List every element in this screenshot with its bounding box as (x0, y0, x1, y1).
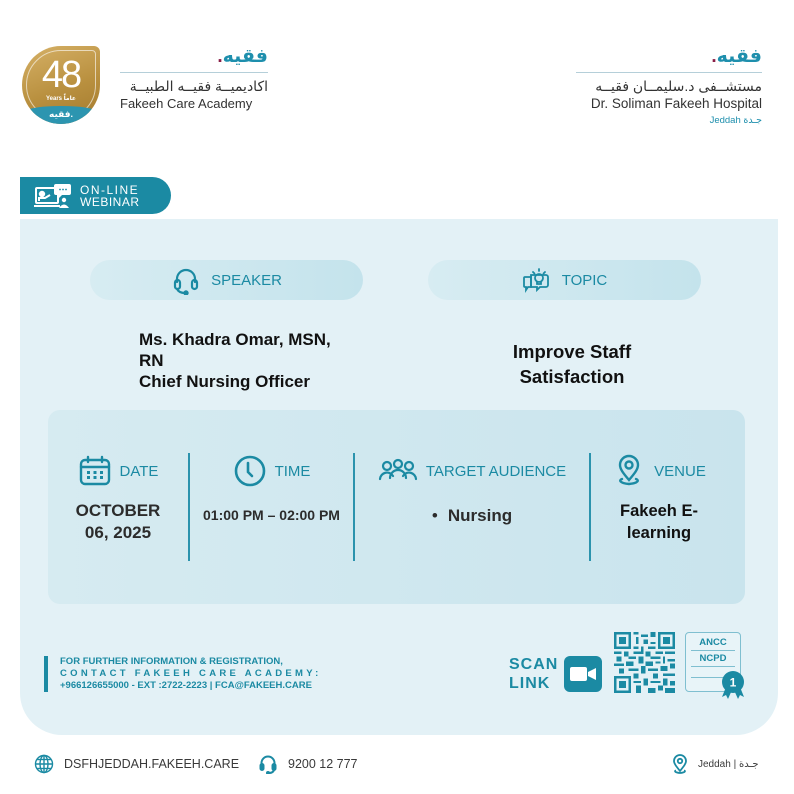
webinar-label: ON-LINE WEBINAR (80, 182, 140, 209)
date-label: DATE (119, 462, 159, 480)
footer-phone[interactable] (258, 750, 358, 778)
topic-title: Improve Staff Satisfaction (512, 341, 632, 387)
footer-website[interactable] (34, 750, 239, 778)
hospital-logo (576, 46, 762, 129)
audience-label: TARGET AUDIENCE (425, 462, 567, 480)
phone-number[interactable]: 9200 12 777 (288, 757, 358, 771)
scan-link-label: SCAN LINK (509, 656, 559, 692)
svg-text:1: 1 (729, 675, 737, 690)
academy-logo (120, 46, 268, 113)
headset-icon (258, 754, 278, 774)
contact-phone-email[interactable]: +966126655000 - EXT :2722-2223 | FCA@FAKEEH.CARE (60, 680, 312, 691)
venue-label: VENUE (654, 462, 706, 480)
anniversary-48-logo (22, 46, 100, 124)
speaker-title: Chief Nursing Officer (139, 372, 310, 391)
chat-lightbulb-icon (522, 265, 552, 295)
ancc-ncpd-accreditation (685, 632, 741, 692)
audience-column (355, 410, 589, 604)
academy-brand-mark: .فقيه (217, 46, 268, 67)
event-details-panel (20, 219, 778, 735)
location-pin-icon (612, 454, 646, 488)
venue-column (591, 410, 727, 604)
anniversary-badge (22, 46, 100, 124)
speaker-label: SPEAKER (211, 271, 282, 289)
divider (576, 72, 762, 73)
speaker-header (90, 260, 363, 300)
clock-icon (233, 454, 267, 488)
anniversary-brand: فقيه. (22, 106, 100, 124)
headset-icon (171, 265, 201, 295)
qr-code[interactable] (614, 632, 675, 693)
location-text: Jeddah | جـدة (698, 758, 759, 770)
topic-label: TOPIC (561, 271, 608, 289)
footer (0, 750, 794, 778)
speaker-details (139, 329, 379, 392)
hospital-name-en: Dr. Soliman Fakeeh Hospital (590, 96, 762, 111)
location-pin-icon (670, 754, 690, 774)
academy-name-ar: اكاديميــة فقيــه الطبيــة (129, 78, 268, 94)
anniversary-caption: Years عاماً (45, 96, 76, 102)
schedule-card (48, 410, 745, 604)
speaker-credential: RN (139, 351, 164, 370)
hospital-brand-mark: .فقيه (711, 46, 762, 67)
hospital-name-ar: مستشــفى د.سليمــان فقيــه (595, 78, 762, 94)
globe-icon (34, 754, 54, 774)
award-ribbon-icon (718, 669, 748, 701)
topic-header (428, 260, 701, 300)
speaker-name: Ms. Khadra Omar, MSN, (139, 330, 331, 349)
online-presentation-icon (34, 182, 72, 210)
footer-location (670, 750, 759, 778)
date-value: OCTOBER 06, 2025 (75, 501, 161, 542)
time-column (190, 410, 353, 604)
anniversary-number: 48 (41, 54, 81, 96)
venue-value: Fakeeh E- learning (620, 502, 698, 542)
video-camera-icon[interactable] (564, 656, 602, 692)
date-column (48, 410, 188, 604)
website-link[interactable]: DSFHJEDDAH.FAKEEH.CARE (64, 757, 240, 771)
hospital-city: Jeddah جـدة (709, 115, 762, 126)
people-group-icon (378, 454, 418, 488)
online-webinar-tab (20, 177, 171, 214)
accreditation-label: ANCC NCPD (686, 633, 740, 667)
audience-value: • Nursing (431, 506, 513, 525)
divider (120, 72, 268, 73)
time-value: 01:00 PM – 02:00 PM (203, 507, 340, 523)
academy-name-en: Fakeeh Care Academy (120, 96, 253, 111)
calendar-icon (78, 454, 112, 488)
time-label: TIME (274, 462, 311, 480)
contact-info: FOR FURTHER INFORMATION & REGISTRATION, CONTACT FAKEEH CARE ACADEMY: +966126655000 - EXT :2722-2223 | FCA@FAKEEH.CARE (44, 656, 322, 692)
